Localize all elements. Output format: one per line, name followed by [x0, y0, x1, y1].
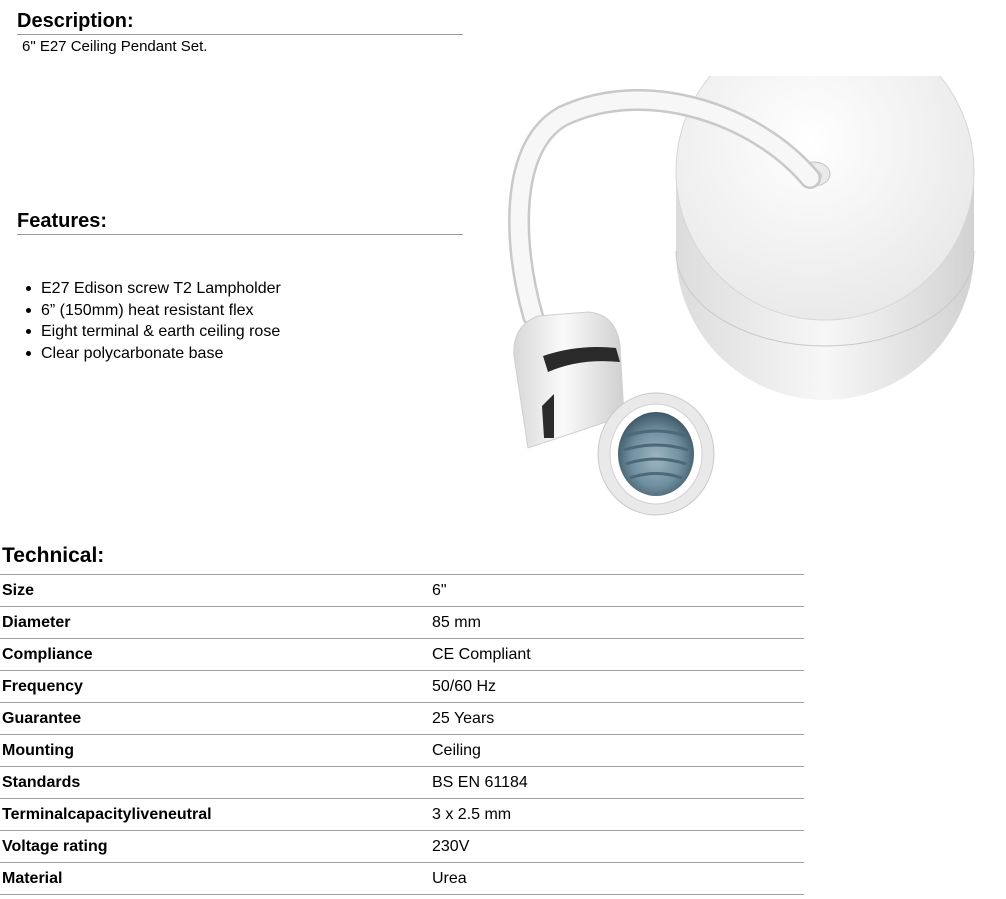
spec-value: 85 mm	[428, 607, 804, 639]
feature-item: Clear polycarbonate base	[22, 343, 281, 365]
spec-label: Diameter	[0, 607, 428, 639]
table-row	[0, 607, 804, 639]
spec-label: Frequency	[0, 671, 428, 703]
feature-item: 6” (150mm) heat resistant flex	[22, 300, 281, 322]
table-row	[0, 639, 804, 671]
spec-value: 25 Years	[428, 703, 804, 735]
spec-label: Standards	[0, 767, 428, 799]
spec-label: Guarantee	[0, 703, 428, 735]
table-row	[0, 671, 804, 703]
technical-heading: Technical:	[2, 544, 105, 567]
feature-item: E27 Edison screw T2 Lampholder	[22, 278, 281, 300]
table-row	[0, 831, 804, 863]
table-row	[0, 767, 804, 799]
spec-value: Ceiling	[428, 735, 804, 767]
spec-label: Material	[0, 863, 428, 895]
table-row	[0, 799, 804, 831]
spec-value: 230V	[428, 831, 804, 863]
table-row	[0, 575, 804, 607]
table-row	[0, 703, 804, 735]
spec-label: Size	[0, 575, 428, 607]
description-text: 6" E27 Ceiling Pendant Set.	[22, 38, 208, 55]
spec-label: Voltage rating	[0, 831, 428, 863]
feature-item: Eight terminal & earth ceiling rose	[22, 321, 281, 343]
technical-specs-table	[0, 574, 804, 895]
description-heading: Description:	[17, 10, 463, 35]
features-heading: Features:	[17, 210, 463, 235]
table-row	[0, 863, 804, 895]
spec-value: BS EN 61184	[428, 767, 804, 799]
spec-label: Mounting	[0, 735, 428, 767]
spec-value: Urea	[428, 863, 804, 895]
lampholder	[514, 312, 714, 516]
features-list	[22, 278, 281, 365]
spec-label: Terminalcapacityliveneutral	[0, 799, 428, 831]
spec-value: 50/60 Hz	[428, 671, 804, 703]
pendant-set-product-image	[498, 76, 978, 521]
spec-value: 3 x 2.5 mm	[428, 799, 804, 831]
spec-label: Compliance	[0, 639, 428, 671]
table-row	[0, 735, 804, 767]
spec-value: 6"	[428, 575, 804, 607]
spec-value: CE Compliant	[428, 639, 804, 671]
